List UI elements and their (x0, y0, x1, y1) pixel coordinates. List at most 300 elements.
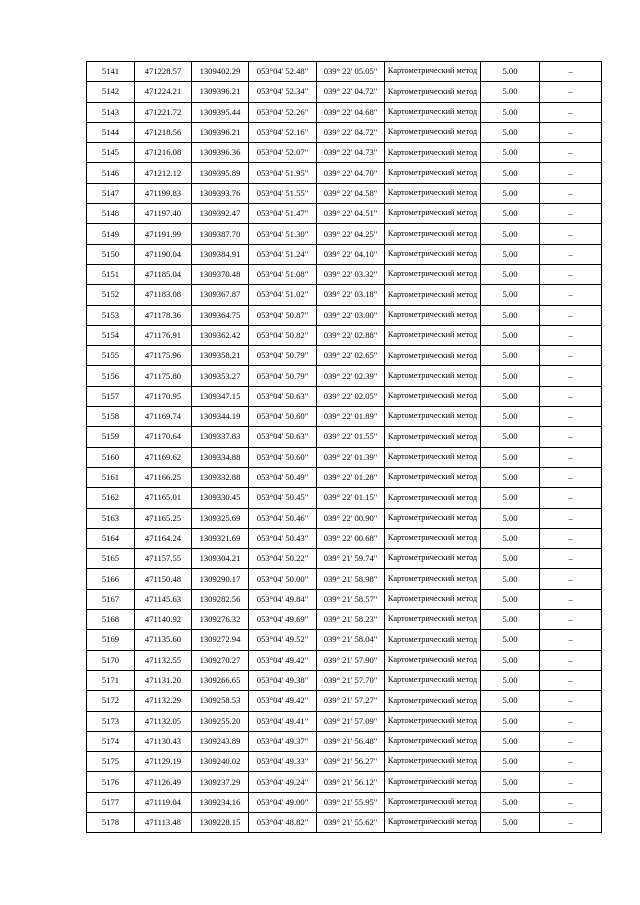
point-number-cell: 5174 (87, 731, 135, 751)
x-coordinate-cell: 471216.08 (135, 143, 192, 163)
table-row (87, 386, 602, 406)
description-cell: – (540, 102, 602, 122)
y-coordinate-cell: 1309370.48 (192, 264, 249, 284)
x-coordinate-cell: 471132.05 (135, 711, 192, 731)
x-coordinate-cell: 471175.96 (135, 346, 192, 366)
latitude-cell: 053°04' 48.82" (249, 812, 317, 832)
y-coordinate-cell: 1309276.32 (192, 610, 249, 630)
point-number-cell: 5170 (87, 650, 135, 670)
latitude-cell: 053°04' 50.79" (249, 346, 317, 366)
method-cell: Картометрический метод (385, 488, 481, 508)
x-coordinate-cell: 471183.08 (135, 285, 192, 305)
point-number-cell: 5142 (87, 82, 135, 102)
description-cell: – (540, 244, 602, 264)
description-cell: – (540, 467, 602, 487)
accuracy-cell: 5.00 (481, 447, 540, 467)
longitude-cell: 039° 21' 56.48" (317, 731, 385, 751)
point-number-cell: 5157 (87, 386, 135, 406)
point-number-cell: 5165 (87, 549, 135, 569)
latitude-cell: 053°04' 49.69" (249, 610, 317, 630)
point-number-cell: 5150 (87, 244, 135, 264)
method-cell: Картометрический метод (385, 204, 481, 224)
longitude-cell: 039° 22' 04.72" (317, 82, 385, 102)
table-row (87, 447, 602, 467)
longitude-cell: 039° 22' 00.68" (317, 528, 385, 548)
point-number-cell: 5162 (87, 488, 135, 508)
x-coordinate-cell: 471132.29 (135, 691, 192, 711)
y-coordinate-cell: 1309384.91 (192, 244, 249, 264)
point-number-cell: 5146 (87, 163, 135, 183)
table-row (87, 589, 602, 609)
method-cell: Картометрический метод (385, 792, 481, 812)
point-number-cell: 5164 (87, 528, 135, 548)
longitude-cell: 039° 22' 00.90" (317, 508, 385, 528)
accuracy-cell: 5.00 (481, 691, 540, 711)
accuracy-cell: 5.00 (481, 224, 540, 244)
method-cell: Картометрический метод (385, 102, 481, 122)
y-coordinate-cell: 1309364.75 (192, 305, 249, 325)
accuracy-cell: 5.00 (481, 325, 540, 345)
y-coordinate-cell: 1309270.27 (192, 650, 249, 670)
method-cell: Картометрический метод (385, 589, 481, 609)
x-coordinate-cell: 471150.48 (135, 569, 192, 589)
description-cell: – (540, 285, 602, 305)
table-row (87, 508, 602, 528)
y-coordinate-cell: 1309367.87 (192, 285, 249, 305)
latitude-cell: 053°04' 49.42" (249, 691, 317, 711)
y-coordinate-cell: 1309334.88 (192, 447, 249, 467)
method-cell: Картометрический метод (385, 467, 481, 487)
point-number-cell: 5169 (87, 630, 135, 650)
longitude-cell: 039° 21' 56.12" (317, 772, 385, 792)
table-row (87, 528, 602, 548)
point-number-cell: 5166 (87, 569, 135, 589)
x-coordinate-cell: 471129.19 (135, 752, 192, 772)
longitude-cell: 039° 22' 02.88" (317, 325, 385, 345)
x-coordinate-cell: 471140.92 (135, 610, 192, 630)
method-cell: Картометрический метод (385, 325, 481, 345)
longitude-cell: 039° 21' 56.27" (317, 752, 385, 772)
point-number-cell: 5156 (87, 366, 135, 386)
latitude-cell: 053°04' 49.38" (249, 670, 317, 690)
longitude-cell: 039° 22' 03.32" (317, 264, 385, 284)
latitude-cell: 053°04' 49.37" (249, 731, 317, 751)
latitude-cell: 053°04' 52.48" (249, 62, 317, 82)
description-cell: – (540, 691, 602, 711)
accuracy-cell: 5.00 (481, 589, 540, 609)
method-cell: Картометрический метод (385, 244, 481, 264)
coordinates-table-body (87, 62, 602, 833)
table-row (87, 549, 602, 569)
latitude-cell: 053°04' 49.33" (249, 752, 317, 772)
table-row (87, 772, 602, 792)
longitude-cell: 039° 22' 02.39" (317, 366, 385, 386)
longitude-cell: 039° 21' 55.95" (317, 792, 385, 812)
accuracy-cell: 5.00 (481, 183, 540, 203)
accuracy-cell: 5.00 (481, 62, 540, 82)
method-cell: Картометрический метод (385, 224, 481, 244)
accuracy-cell: 5.00 (481, 346, 540, 366)
description-cell: – (540, 366, 602, 386)
accuracy-cell: 5.00 (481, 772, 540, 792)
longitude-cell: 039° 22' 02.65" (317, 346, 385, 366)
longitude-cell: 039° 22' 04.73" (317, 143, 385, 163)
method-cell: Картометрический метод (385, 366, 481, 386)
description-cell: – (540, 305, 602, 325)
point-number-cell: 5171 (87, 670, 135, 690)
table-row (87, 346, 602, 366)
description-cell: – (540, 183, 602, 203)
accuracy-cell: 5.00 (481, 610, 540, 630)
y-coordinate-cell: 1309321.69 (192, 528, 249, 548)
description-cell: – (540, 325, 602, 345)
description-cell: – (540, 731, 602, 751)
latitude-cell: 053°04' 49.84" (249, 589, 317, 609)
longitude-cell: 039° 21' 58.23" (317, 610, 385, 630)
x-coordinate-cell: 471131.20 (135, 670, 192, 690)
point-number-cell: 5175 (87, 752, 135, 772)
y-coordinate-cell: 1309237.29 (192, 772, 249, 792)
description-cell: – (540, 752, 602, 772)
accuracy-cell: 5.00 (481, 163, 540, 183)
x-coordinate-cell: 471132.55 (135, 650, 192, 670)
y-coordinate-cell: 1309396.36 (192, 143, 249, 163)
table-row (87, 812, 602, 832)
point-number-cell: 5163 (87, 508, 135, 528)
accuracy-cell: 5.00 (481, 143, 540, 163)
x-coordinate-cell: 471178.36 (135, 305, 192, 325)
description-cell: – (540, 427, 602, 447)
latitude-cell: 053°04' 52.26" (249, 102, 317, 122)
point-number-cell: 5152 (87, 285, 135, 305)
y-coordinate-cell: 1309362.42 (192, 325, 249, 345)
description-cell: – (540, 163, 602, 183)
y-coordinate-cell: 1309395.44 (192, 102, 249, 122)
longitude-cell: 039° 22' 01.89" (317, 407, 385, 427)
y-coordinate-cell: 1309402.29 (192, 62, 249, 82)
y-coordinate-cell: 1309344.19 (192, 407, 249, 427)
y-coordinate-cell: 1309347.15 (192, 386, 249, 406)
point-number-cell: 5160 (87, 447, 135, 467)
y-coordinate-cell: 1309353.27 (192, 366, 249, 386)
x-coordinate-cell: 471228.57 (135, 62, 192, 82)
latitude-cell: 053°04' 49.41" (249, 711, 317, 731)
method-cell: Картометрический метод (385, 407, 481, 427)
y-coordinate-cell: 1309358.21 (192, 346, 249, 366)
y-coordinate-cell: 1309228.15 (192, 812, 249, 832)
point-number-cell: 5149 (87, 224, 135, 244)
table-row (87, 244, 602, 264)
table-row (87, 610, 602, 630)
x-coordinate-cell: 471224.21 (135, 82, 192, 102)
accuracy-cell: 5.00 (481, 670, 540, 690)
latitude-cell: 053°04' 50.87" (249, 305, 317, 325)
table-row (87, 650, 602, 670)
x-coordinate-cell: 471145.63 (135, 589, 192, 609)
y-coordinate-cell: 1309325.69 (192, 508, 249, 528)
accuracy-cell: 5.00 (481, 264, 540, 284)
latitude-cell: 053°04' 50.79" (249, 366, 317, 386)
table-row (87, 366, 602, 386)
accuracy-cell: 5.00 (481, 731, 540, 751)
x-coordinate-cell: 471212.12 (135, 163, 192, 183)
accuracy-cell: 5.00 (481, 102, 540, 122)
table-row (87, 792, 602, 812)
description-cell: – (540, 386, 602, 406)
accuracy-cell: 5.00 (481, 204, 540, 224)
description-cell: – (540, 62, 602, 82)
accuracy-cell: 5.00 (481, 305, 540, 325)
longitude-cell: 039° 22' 01.39" (317, 447, 385, 467)
table-row (87, 183, 602, 203)
longitude-cell: 039° 22' 01.55" (317, 427, 385, 447)
x-coordinate-cell: 471130.43 (135, 731, 192, 751)
longitude-cell: 039° 21' 58.98" (317, 569, 385, 589)
accuracy-cell: 5.00 (481, 386, 540, 406)
method-cell: Картометрический метод (385, 122, 481, 142)
y-coordinate-cell: 1309240.02 (192, 752, 249, 772)
latitude-cell: 053°04' 50.60" (249, 407, 317, 427)
method-cell: Картометрический метод (385, 183, 481, 203)
longitude-cell: 039° 22' 01.28" (317, 467, 385, 487)
longitude-cell: 039° 22' 05.05" (317, 62, 385, 82)
longitude-cell: 039° 22' 04.51" (317, 204, 385, 224)
latitude-cell: 053°04' 52.34" (249, 82, 317, 102)
table-row (87, 569, 602, 589)
x-coordinate-cell: 471113.48 (135, 812, 192, 832)
method-cell: Картометрический метод (385, 528, 481, 548)
x-coordinate-cell: 471175.80 (135, 366, 192, 386)
description-cell: – (540, 549, 602, 569)
method-cell: Картометрический метод (385, 508, 481, 528)
table-row (87, 488, 602, 508)
latitude-cell: 053°04' 50.00" (249, 569, 317, 589)
point-number-cell: 5141 (87, 62, 135, 82)
point-number-cell: 5158 (87, 407, 135, 427)
description-cell: – (540, 792, 602, 812)
longitude-cell: 039° 22' 04.72" (317, 122, 385, 142)
point-number-cell: 5154 (87, 325, 135, 345)
longitude-cell: 039° 21' 57.27" (317, 691, 385, 711)
accuracy-cell: 5.00 (481, 711, 540, 731)
latitude-cell: 053°04' 50.63" (249, 427, 317, 447)
method-cell: Картометрический метод (385, 549, 481, 569)
y-coordinate-cell: 1309255.20 (192, 711, 249, 731)
y-coordinate-cell: 1309258.53 (192, 691, 249, 711)
table-row (87, 102, 602, 122)
description-cell: – (540, 589, 602, 609)
x-coordinate-cell: 471135.60 (135, 630, 192, 650)
table-row (87, 285, 602, 305)
longitude-cell: 039° 21' 57.70" (317, 670, 385, 690)
y-coordinate-cell: 1309290.17 (192, 569, 249, 589)
description-cell: – (540, 264, 602, 284)
point-number-cell: 5144 (87, 122, 135, 142)
method-cell: Картометрический метод (385, 427, 481, 447)
method-cell: Картометрический метод (385, 630, 481, 650)
method-cell: Картометрический метод (385, 752, 481, 772)
table-row (87, 711, 602, 731)
description-cell: – (540, 82, 602, 102)
method-cell: Картометрический метод (385, 731, 481, 751)
table-row (87, 264, 602, 284)
table-row (87, 407, 602, 427)
accuracy-cell: 5.00 (481, 366, 540, 386)
point-number-cell: 5167 (87, 589, 135, 609)
method-cell: Картометрический метод (385, 670, 481, 690)
description-cell: – (540, 122, 602, 142)
table-row (87, 163, 602, 183)
description-cell: – (540, 772, 602, 792)
table-row (87, 143, 602, 163)
x-coordinate-cell: 471197.40 (135, 204, 192, 224)
point-number-cell: 5161 (87, 467, 135, 487)
longitude-cell: 039° 22' 04.10" (317, 244, 385, 264)
latitude-cell: 053°04' 51.47" (249, 204, 317, 224)
point-number-cell: 5155 (87, 346, 135, 366)
point-number-cell: 5143 (87, 102, 135, 122)
accuracy-cell: 5.00 (481, 630, 540, 650)
table-row (87, 224, 602, 244)
table-row (87, 62, 602, 82)
y-coordinate-cell: 1309282.56 (192, 589, 249, 609)
point-number-cell: 5145 (87, 143, 135, 163)
accuracy-cell: 5.00 (481, 285, 540, 305)
x-coordinate-cell: 471170.64 (135, 427, 192, 447)
y-coordinate-cell: 1309266.65 (192, 670, 249, 690)
latitude-cell: 053°04' 50.60" (249, 447, 317, 467)
latitude-cell: 053°04' 52.16" (249, 122, 317, 142)
accuracy-cell: 5.00 (481, 508, 540, 528)
description-cell: – (540, 488, 602, 508)
accuracy-cell: 5.00 (481, 427, 540, 447)
accuracy-cell: 5.00 (481, 407, 540, 427)
accuracy-cell: 5.00 (481, 488, 540, 508)
method-cell: Картометрический метод (385, 772, 481, 792)
table-row (87, 630, 602, 650)
point-number-cell: 5176 (87, 772, 135, 792)
method-cell: Картометрический метод (385, 82, 481, 102)
table-row (87, 752, 602, 772)
y-coordinate-cell: 1309387.70 (192, 224, 249, 244)
method-cell: Картометрический метод (385, 305, 481, 325)
latitude-cell: 053°04' 50.22" (249, 549, 317, 569)
longitude-cell: 039° 22' 04.25" (317, 224, 385, 244)
latitude-cell: 053°04' 51.30" (249, 224, 317, 244)
longitude-cell: 039° 22' 03.00" (317, 305, 385, 325)
longitude-cell: 039° 22' 02.05" (317, 386, 385, 406)
point-number-cell: 5159 (87, 427, 135, 447)
point-number-cell: 5172 (87, 691, 135, 711)
description-cell: – (540, 143, 602, 163)
longitude-cell: 039° 21' 57.09" (317, 711, 385, 731)
x-coordinate-cell: 471176.91 (135, 325, 192, 345)
method-cell: Картометрический метод (385, 569, 481, 589)
method-cell: Картометрический метод (385, 812, 481, 832)
accuracy-cell: 5.00 (481, 792, 540, 812)
x-coordinate-cell: 471164.24 (135, 528, 192, 548)
latitude-cell: 053°04' 49.00" (249, 792, 317, 812)
y-coordinate-cell: 1309393.76 (192, 183, 249, 203)
point-number-cell: 5153 (87, 305, 135, 325)
y-coordinate-cell: 1309304.21 (192, 549, 249, 569)
table-row (87, 691, 602, 711)
x-coordinate-cell: 471185.04 (135, 264, 192, 284)
method-cell: Картометрический метод (385, 650, 481, 670)
table-row (87, 670, 602, 690)
description-cell: – (540, 528, 602, 548)
description-cell: – (540, 569, 602, 589)
latitude-cell: 053°04' 49.42" (249, 650, 317, 670)
longitude-cell: 039° 21' 58.04" (317, 630, 385, 650)
latitude-cell: 053°04' 51.24" (249, 244, 317, 264)
table-row (87, 82, 602, 102)
y-coordinate-cell: 1309272.94 (192, 630, 249, 650)
latitude-cell: 053°04' 52.07" (249, 143, 317, 163)
table-row (87, 731, 602, 751)
description-cell: – (540, 346, 602, 366)
latitude-cell: 053°04' 50.63" (249, 386, 317, 406)
method-cell: Картометрический метод (385, 386, 481, 406)
table-row (87, 427, 602, 447)
accuracy-cell: 5.00 (481, 122, 540, 142)
description-cell: – (540, 630, 602, 650)
accuracy-cell: 5.00 (481, 82, 540, 102)
y-coordinate-cell: 1309332.88 (192, 467, 249, 487)
y-coordinate-cell: 1309337.83 (192, 427, 249, 447)
latitude-cell: 053°04' 51.55" (249, 183, 317, 203)
method-cell: Картометрический метод (385, 285, 481, 305)
x-coordinate-cell: 471165.25 (135, 508, 192, 528)
latitude-cell: 053°04' 51.08" (249, 264, 317, 284)
point-number-cell: 5178 (87, 812, 135, 832)
longitude-cell: 039° 21' 59.74" (317, 549, 385, 569)
description-cell: – (540, 204, 602, 224)
table-row (87, 204, 602, 224)
y-coordinate-cell: 1309392.47 (192, 204, 249, 224)
description-cell: – (540, 447, 602, 467)
latitude-cell: 053°04' 51.95" (249, 163, 317, 183)
longitude-cell: 039° 21' 55.62" (317, 812, 385, 832)
longitude-cell: 039° 22' 01.15" (317, 488, 385, 508)
latitude-cell: 053°04' 49.24" (249, 772, 317, 792)
method-cell: Картометрический метод (385, 691, 481, 711)
description-cell: – (540, 407, 602, 427)
x-coordinate-cell: 471166.25 (135, 467, 192, 487)
method-cell: Картометрический метод (385, 62, 481, 82)
description-cell: – (540, 711, 602, 731)
longitude-cell: 039° 21' 57.90" (317, 650, 385, 670)
coordinates-table (86, 61, 602, 833)
table-row (87, 467, 602, 487)
longitude-cell: 039° 22' 04.68" (317, 102, 385, 122)
x-coordinate-cell: 471119.04 (135, 792, 192, 812)
table-row (87, 305, 602, 325)
accuracy-cell: 5.00 (481, 752, 540, 772)
x-coordinate-cell: 471170.95 (135, 386, 192, 406)
x-coordinate-cell: 471221.72 (135, 102, 192, 122)
point-number-cell: 5148 (87, 204, 135, 224)
longitude-cell: 039° 22' 04.58" (317, 183, 385, 203)
latitude-cell: 053°04' 50.82" (249, 325, 317, 345)
method-cell: Картометрический метод (385, 447, 481, 467)
x-coordinate-cell: 471191.99 (135, 224, 192, 244)
x-coordinate-cell: 471169.74 (135, 407, 192, 427)
y-coordinate-cell: 1309330.45 (192, 488, 249, 508)
method-cell: Картометрический метод (385, 163, 481, 183)
table-row (87, 325, 602, 345)
x-coordinate-cell: 471165.01 (135, 488, 192, 508)
